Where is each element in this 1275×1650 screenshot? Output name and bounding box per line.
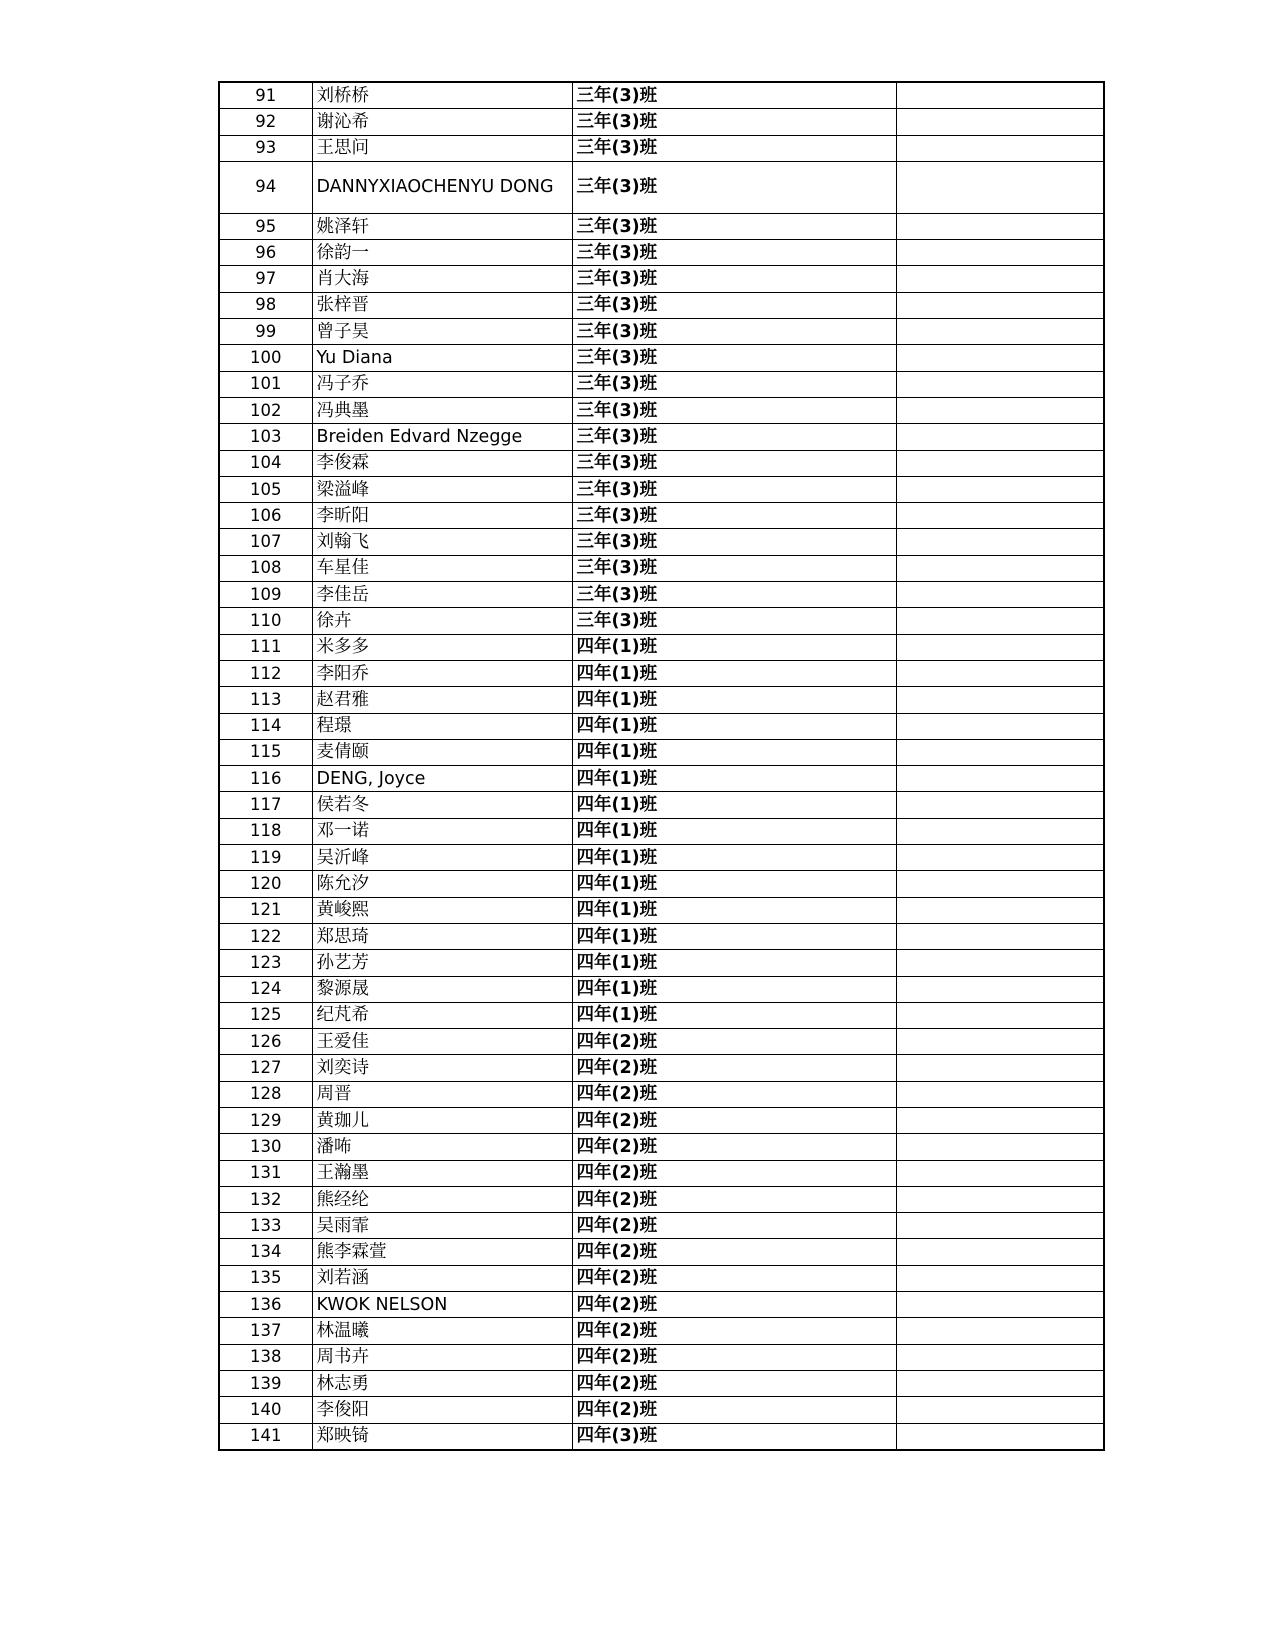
class-cell: 四年(2)班 xyxy=(572,1344,896,1370)
note-cell xyxy=(896,82,1104,109)
table-row xyxy=(219,608,1104,634)
class-cell: 四年(1)班 xyxy=(572,634,896,660)
table-row xyxy=(219,1397,1104,1423)
class-cell: 四年(2)班 xyxy=(572,1160,896,1186)
note-cell xyxy=(896,1318,1104,1344)
class-cell: 三年(3)班 xyxy=(572,476,896,502)
row-number-cell: 103 xyxy=(219,424,312,450)
note-cell xyxy=(896,135,1104,161)
note-cell xyxy=(896,923,1104,949)
table-row xyxy=(219,292,1104,318)
row-number-cell: 109 xyxy=(219,582,312,608)
note-cell xyxy=(896,319,1104,345)
class-cell: 三年(3)班 xyxy=(572,582,896,608)
row-number-cell: 134 xyxy=(219,1239,312,1265)
class-cell: 四年(1)班 xyxy=(572,897,896,923)
row-number-cell: 133 xyxy=(219,1213,312,1239)
note-cell xyxy=(896,1292,1104,1318)
note-cell xyxy=(896,555,1104,581)
class-cell: 四年(1)班 xyxy=(572,845,896,871)
student-name-cell: 冯子乔 xyxy=(312,371,572,397)
row-number-cell: 127 xyxy=(219,1055,312,1081)
student-name-cell: 肖大海 xyxy=(312,266,572,292)
note-cell xyxy=(896,424,1104,450)
class-cell: 三年(3)班 xyxy=(572,529,896,555)
table-row xyxy=(219,582,1104,608)
note-cell xyxy=(896,1134,1104,1160)
student-name-cell: 刘若涵 xyxy=(312,1265,572,1291)
note-cell xyxy=(896,792,1104,818)
table-row xyxy=(219,950,1104,976)
row-number-cell: 139 xyxy=(219,1370,312,1396)
class-cell: 四年(2)班 xyxy=(572,1081,896,1107)
row-number-cell: 97 xyxy=(219,266,312,292)
student-name-cell: 米多多 xyxy=(312,634,572,660)
table-row xyxy=(219,871,1104,897)
class-cell: 三年(3)班 xyxy=(572,82,896,109)
student-name-cell: 吴沂峰 xyxy=(312,845,572,871)
table-row xyxy=(219,266,1104,292)
table-row xyxy=(219,424,1104,450)
note-cell xyxy=(896,1213,1104,1239)
student-name-cell: 程璟 xyxy=(312,713,572,739)
student-name-cell: 周书卉 xyxy=(312,1344,572,1370)
table-row xyxy=(219,240,1104,266)
student-name-cell: 熊李霖萱 xyxy=(312,1239,572,1265)
row-number-cell: 92 xyxy=(219,109,312,135)
table-row xyxy=(219,109,1104,135)
row-number-cell: 101 xyxy=(219,371,312,397)
table-row xyxy=(219,1186,1104,1212)
student-name-cell: 刘桥桥 xyxy=(312,82,572,109)
row-number-cell: 136 xyxy=(219,1292,312,1318)
table-row xyxy=(219,1265,1104,1291)
class-cell: 四年(2)班 xyxy=(572,1055,896,1081)
student-name-cell: 梁溢峰 xyxy=(312,476,572,502)
student-name-cell: 李阳乔 xyxy=(312,660,572,686)
class-cell: 三年(3)班 xyxy=(572,503,896,529)
table-row xyxy=(219,1055,1104,1081)
student-name-cell: 刘奕诗 xyxy=(312,1055,572,1081)
class-cell: 四年(1)班 xyxy=(572,950,896,976)
note-cell xyxy=(896,1081,1104,1107)
note-cell xyxy=(896,1160,1104,1186)
row-number-cell: 131 xyxy=(219,1160,312,1186)
note-cell xyxy=(896,1370,1104,1396)
class-cell: 三年(3)班 xyxy=(572,319,896,345)
note-cell xyxy=(896,976,1104,1002)
row-number-cell: 108 xyxy=(219,555,312,581)
note-cell xyxy=(896,1344,1104,1370)
note-cell xyxy=(896,503,1104,529)
class-cell: 四年(1)班 xyxy=(572,713,896,739)
table-row xyxy=(219,1344,1104,1370)
class-cell: 四年(3)班 xyxy=(572,1423,896,1450)
row-number-cell: 91 xyxy=(219,82,312,109)
table-row xyxy=(219,1107,1104,1133)
class-cell: 四年(2)班 xyxy=(572,1397,896,1423)
student-name-cell: 车星佳 xyxy=(312,555,572,581)
note-cell xyxy=(896,240,1104,266)
class-cell: 四年(1)班 xyxy=(572,792,896,818)
row-number-cell: 94 xyxy=(219,161,312,213)
table-row xyxy=(219,660,1104,686)
note-cell xyxy=(896,1397,1104,1423)
student-name-cell: 林志勇 xyxy=(312,1370,572,1396)
note-cell xyxy=(896,1186,1104,1212)
row-number-cell: 104 xyxy=(219,450,312,476)
student-name-cell: 冯典墨 xyxy=(312,397,572,423)
row-number-cell: 100 xyxy=(219,345,312,371)
student-name-cell: 郑映锜 xyxy=(312,1423,572,1450)
student-name-cell: 李俊阳 xyxy=(312,1397,572,1423)
table-row xyxy=(219,845,1104,871)
row-number-cell: 124 xyxy=(219,976,312,1002)
student-name-cell: 刘翰飞 xyxy=(312,529,572,555)
note-cell xyxy=(896,766,1104,792)
row-number-cell: 121 xyxy=(219,897,312,923)
class-cell: 三年(3)班 xyxy=(572,345,896,371)
row-number-cell: 141 xyxy=(219,1423,312,1450)
note-cell xyxy=(896,292,1104,318)
class-cell: 三年(3)班 xyxy=(572,109,896,135)
table-row xyxy=(219,555,1104,581)
table-row xyxy=(219,687,1104,713)
note-cell xyxy=(896,266,1104,292)
note-cell xyxy=(896,845,1104,871)
student-name-cell: 陈允汐 xyxy=(312,871,572,897)
student-name-cell: DENG, Joyce xyxy=(312,766,572,792)
class-cell: 三年(3)班 xyxy=(572,135,896,161)
table-row xyxy=(219,792,1104,818)
student-name-cell: 郑思琦 xyxy=(312,923,572,949)
student-name-cell: 李昕阳 xyxy=(312,503,572,529)
student-name-cell: 熊经纶 xyxy=(312,1186,572,1212)
table-row xyxy=(219,371,1104,397)
row-number-cell: 128 xyxy=(219,1081,312,1107)
row-number-cell: 125 xyxy=(219,1002,312,1028)
row-number-cell: 93 xyxy=(219,135,312,161)
row-number-cell: 117 xyxy=(219,792,312,818)
class-cell: 四年(1)班 xyxy=(572,660,896,686)
note-cell xyxy=(896,897,1104,923)
row-number-cell: 129 xyxy=(219,1107,312,1133)
note-cell xyxy=(896,1239,1104,1265)
class-cell: 三年(3)班 xyxy=(572,266,896,292)
table-row xyxy=(219,476,1104,502)
row-number-cell: 98 xyxy=(219,292,312,318)
note-cell xyxy=(896,713,1104,739)
student-name-cell: 赵君雅 xyxy=(312,687,572,713)
student-name-cell: 张梓晋 xyxy=(312,292,572,318)
row-number-cell: 96 xyxy=(219,240,312,266)
student-name-cell: 徐卉 xyxy=(312,608,572,634)
row-number-cell: 106 xyxy=(219,503,312,529)
row-number-cell: 137 xyxy=(219,1318,312,1344)
student-name-cell: 黄峻熙 xyxy=(312,897,572,923)
student-name-cell: 麦倩颐 xyxy=(312,739,572,765)
class-cell: 四年(2)班 xyxy=(572,1186,896,1212)
row-number-cell: 112 xyxy=(219,660,312,686)
class-cell: 四年(2)班 xyxy=(572,1239,896,1265)
table-row xyxy=(219,1239,1104,1265)
row-number-cell: 132 xyxy=(219,1186,312,1212)
row-number-cell: 114 xyxy=(219,713,312,739)
note-cell xyxy=(896,1029,1104,1055)
class-cell: 四年(2)班 xyxy=(572,1265,896,1291)
table-row xyxy=(219,450,1104,476)
class-cell: 四年(1)班 xyxy=(572,818,896,844)
class-cell: 三年(3)班 xyxy=(572,450,896,476)
row-number-cell: 102 xyxy=(219,397,312,423)
row-number-cell: 118 xyxy=(219,818,312,844)
note-cell xyxy=(896,397,1104,423)
row-number-cell: 105 xyxy=(219,476,312,502)
row-number-cell: 99 xyxy=(219,319,312,345)
row-number-cell: 130 xyxy=(219,1134,312,1160)
class-cell: 四年(2)班 xyxy=(572,1107,896,1133)
table-row xyxy=(219,1292,1104,1318)
note-cell xyxy=(896,871,1104,897)
student-name-cell: 徐韵一 xyxy=(312,240,572,266)
table-row xyxy=(219,503,1104,529)
note-cell xyxy=(896,345,1104,371)
class-cell: 四年(1)班 xyxy=(572,739,896,765)
class-cell: 三年(3)班 xyxy=(572,240,896,266)
table-row xyxy=(219,213,1104,239)
student-name-cell: 侯若冬 xyxy=(312,792,572,818)
table-row xyxy=(219,1081,1104,1107)
row-number-cell: 116 xyxy=(219,766,312,792)
class-cell: 四年(2)班 xyxy=(572,1370,896,1396)
note-cell xyxy=(896,1055,1104,1081)
note-cell xyxy=(896,582,1104,608)
student-name-cell: 纪芃希 xyxy=(312,1002,572,1028)
table-row xyxy=(219,161,1104,213)
student-name-cell: 潘咘 xyxy=(312,1134,572,1160)
table-row xyxy=(219,1423,1104,1450)
roster-body xyxy=(219,82,1104,1450)
student-name-cell: 黄珈儿 xyxy=(312,1107,572,1133)
table-row xyxy=(219,766,1104,792)
class-cell: 三年(3)班 xyxy=(572,292,896,318)
table-row xyxy=(219,1002,1104,1028)
student-name-cell: 孙艺芳 xyxy=(312,950,572,976)
note-cell xyxy=(896,1265,1104,1291)
student-name-cell: 邓一诺 xyxy=(312,818,572,844)
table-row xyxy=(219,1134,1104,1160)
student-name-cell: 李俊霖 xyxy=(312,450,572,476)
row-number-cell: 95 xyxy=(219,213,312,239)
student-name-cell: 王思问 xyxy=(312,135,572,161)
row-number-cell: 138 xyxy=(219,1344,312,1370)
row-number-cell: 107 xyxy=(219,529,312,555)
note-cell xyxy=(896,1107,1104,1133)
student-name-cell: DANNYXIAOCHENYU DONG xyxy=(312,161,572,213)
note-cell xyxy=(896,687,1104,713)
row-number-cell: 110 xyxy=(219,608,312,634)
student-name-cell: 王瀚墨 xyxy=(312,1160,572,1186)
student-name-cell: 王爱佳 xyxy=(312,1029,572,1055)
table-row xyxy=(219,82,1104,109)
row-number-cell: 135 xyxy=(219,1265,312,1291)
class-cell: 四年(2)班 xyxy=(572,1213,896,1239)
table-row xyxy=(219,634,1104,660)
note-cell xyxy=(896,109,1104,135)
note-cell xyxy=(896,476,1104,502)
student-name-cell: 黎源晟 xyxy=(312,976,572,1002)
row-number-cell: 126 xyxy=(219,1029,312,1055)
table-row xyxy=(219,923,1104,949)
note-cell xyxy=(896,608,1104,634)
table-row xyxy=(219,713,1104,739)
row-number-cell: 122 xyxy=(219,923,312,949)
class-cell: 四年(1)班 xyxy=(572,766,896,792)
student-name-cell: 谢沁希 xyxy=(312,109,572,135)
note-cell xyxy=(896,950,1104,976)
student-name-cell: Yu Diana xyxy=(312,345,572,371)
table-row xyxy=(219,1370,1104,1396)
note-cell xyxy=(896,660,1104,686)
table-row xyxy=(219,1318,1104,1344)
row-number-cell: 123 xyxy=(219,950,312,976)
student-name-cell: 李佳岳 xyxy=(312,582,572,608)
note-cell xyxy=(896,818,1104,844)
class-cell: 四年(2)班 xyxy=(572,1318,896,1344)
table-row xyxy=(219,319,1104,345)
row-number-cell: 119 xyxy=(219,845,312,871)
row-number-cell: 115 xyxy=(219,739,312,765)
note-cell xyxy=(896,450,1104,476)
row-number-cell: 140 xyxy=(219,1397,312,1423)
student-name-cell: 姚泽轩 xyxy=(312,213,572,239)
student-name-cell: 周晋 xyxy=(312,1081,572,1107)
note-cell xyxy=(896,529,1104,555)
class-cell: 四年(1)班 xyxy=(572,871,896,897)
class-cell: 四年(2)班 xyxy=(572,1029,896,1055)
note-cell xyxy=(896,739,1104,765)
table-row xyxy=(219,1213,1104,1239)
class-cell: 四年(2)班 xyxy=(572,1292,896,1318)
table-row xyxy=(219,397,1104,423)
table-row xyxy=(219,529,1104,555)
table-row xyxy=(219,135,1104,161)
table-row xyxy=(219,1160,1104,1186)
student-name-cell: 吴雨霏 xyxy=(312,1213,572,1239)
note-cell xyxy=(896,371,1104,397)
row-number-cell: 113 xyxy=(219,687,312,713)
note-cell xyxy=(896,634,1104,660)
student-name-cell: Breiden Edvard Nzegge xyxy=(312,424,572,450)
student-name-cell: 林温曦 xyxy=(312,1318,572,1344)
class-cell: 三年(3)班 xyxy=(572,161,896,213)
class-cell: 四年(1)班 xyxy=(572,976,896,1002)
class-cell: 四年(1)班 xyxy=(572,1002,896,1028)
student-name-cell: KWOK NELSON xyxy=(312,1292,572,1318)
class-cell: 三年(3)班 xyxy=(572,424,896,450)
student-roster-table xyxy=(218,81,1105,1451)
note-cell xyxy=(896,213,1104,239)
class-cell: 三年(3)班 xyxy=(572,608,896,634)
class-cell: 三年(3)班 xyxy=(572,555,896,581)
class-cell: 四年(1)班 xyxy=(572,923,896,949)
row-number-cell: 120 xyxy=(219,871,312,897)
table-row xyxy=(219,897,1104,923)
note-cell xyxy=(896,1423,1104,1450)
row-number-cell: 111 xyxy=(219,634,312,660)
table-row xyxy=(219,818,1104,844)
class-cell: 三年(3)班 xyxy=(572,213,896,239)
class-cell: 四年(2)班 xyxy=(572,1134,896,1160)
table-row xyxy=(219,976,1104,1002)
table-row xyxy=(219,739,1104,765)
table-row xyxy=(219,345,1104,371)
note-cell xyxy=(896,1002,1104,1028)
student-name-cell: 曾子昊 xyxy=(312,319,572,345)
table-row xyxy=(219,1029,1104,1055)
class-cell: 三年(3)班 xyxy=(572,397,896,423)
note-cell xyxy=(896,161,1104,213)
class-cell: 四年(1)班 xyxy=(572,687,896,713)
class-cell: 三年(3)班 xyxy=(572,371,896,397)
